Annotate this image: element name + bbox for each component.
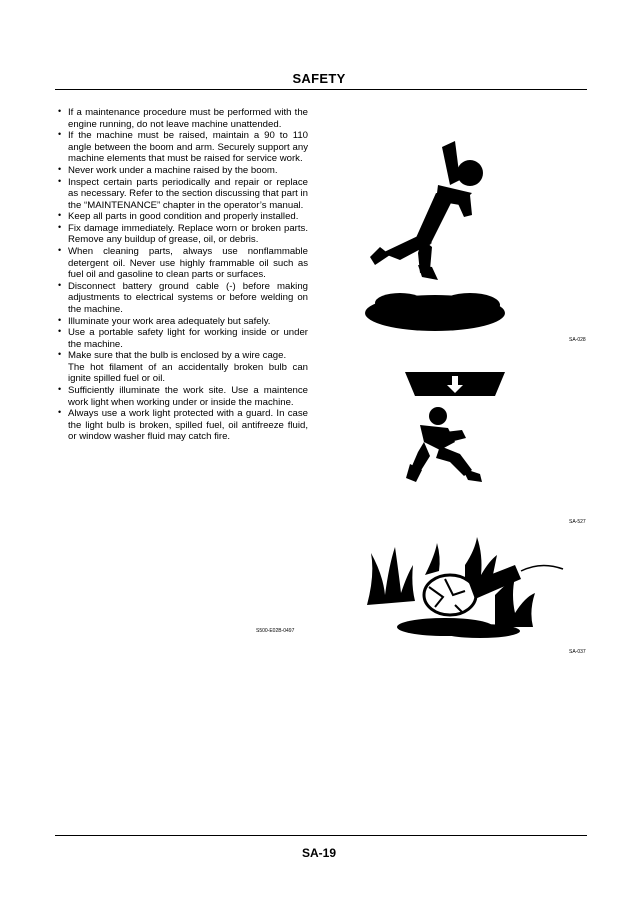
- slip-fall-icon: [360, 135, 510, 335]
- bullet-text: Disconnect battery ground cable (-) before making adjustments to electrical systems or before welding on the machine.: [68, 280, 308, 315]
- list-item: [58, 223, 308, 246]
- safety-bullet-list: [58, 107, 308, 443]
- document-code: S500-E02B-0497: [256, 628, 295, 634]
- falling-load-figure: [400, 370, 510, 495]
- bullet-text: Fix damage immediately. Replace worn or broken parts. Remove any buildup of grease, oil, or debris.: [68, 222, 308, 246]
- slip-fall-figure: [360, 135, 510, 335]
- list-item: [58, 211, 308, 223]
- list-item: [58, 385, 308, 408]
- list-item: [58, 246, 308, 281]
- list-item: [58, 130, 308, 165]
- list-item: [58, 107, 308, 130]
- figure-code: SA-037: [569, 649, 586, 655]
- bullet-text: Always use a work light protected with a guard. In case the light bulb is broken, spilled fuel, oil antifreeze fluid, or window washer fluid may catch fire.: [68, 408, 308, 443]
- bullet-text: Sufficiently illuminate the work site. Use a maintence work light when working under or inside the machine.: [68, 385, 308, 408]
- bullet-text: If a maintenance procedure must be performed with the engine running, do not leave machine unattended.: [68, 107, 308, 130]
- list-item: [58, 316, 308, 328]
- list-item: [58, 281, 308, 316]
- broken-bulb-fire-icon: [365, 535, 565, 640]
- list-item: [58, 177, 308, 212]
- list-item: [58, 165, 308, 177]
- list-item: [58, 408, 308, 443]
- figure-code: SA-028: [569, 337, 586, 343]
- bullet-text: Make sure that the bulb is enclosed by a wire cage.: [68, 350, 287, 362]
- bullet-text: Use a portable safety light for working inside or under the machine.: [68, 327, 308, 350]
- broken-bulb-fire-figure: [365, 535, 565, 640]
- bullet-text: Illuminate your work area adequately but safely.: [68, 315, 271, 327]
- bullet-text: Inspect certain parts periodically and repair or replace as necessary. Refer to the section discussing that part in the “MAINTENANCE” chapter in the operator’s manual.: [68, 176, 308, 211]
- bullet-text: If the machine must be raised, maintain a 90 to 110 angle between the boom and arm. Securely support any machine elements that must be raised for service work.: [68, 130, 308, 165]
- bullet-text: When cleaning parts, always use nonflammable detergent oil. Never use highly frammable oil such as fuel oil and gasoline to clean parts or surfaces.: [68, 246, 308, 281]
- figure-code: SA-527: [569, 519, 586, 525]
- bullet-text: Keep all parts in good condition and properly installed.: [68, 211, 299, 223]
- list-item: [58, 327, 308, 350]
- bullet-text: Never work under a machine raised by the boom.: [68, 164, 278, 176]
- list-item: [58, 350, 308, 385]
- footer-divider: [55, 835, 587, 836]
- bullet-note: The hot filament of an accidentally broken bulb can ignite spilled fuel or oil.: [68, 361, 308, 385]
- page-number: SA-19: [301, 846, 336, 860]
- falling-load-icon: [400, 370, 510, 495]
- page-title: SAFETY: [292, 71, 346, 86]
- header-divider: [55, 89, 587, 90]
